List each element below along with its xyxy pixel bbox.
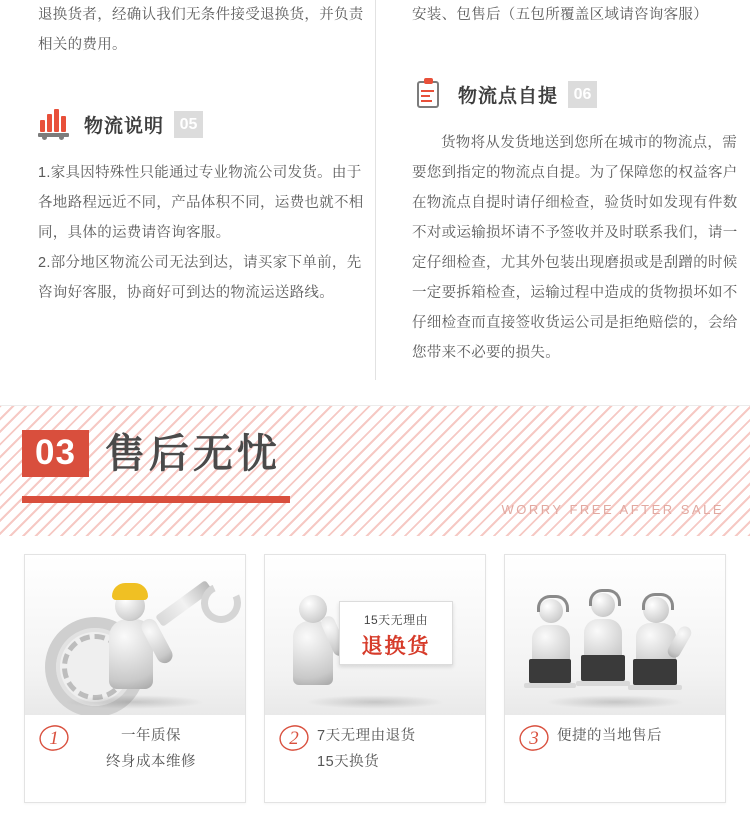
card-2-line-2: 15天换货 <box>317 754 380 770</box>
pickup-heading-number: 06 <box>568 81 597 108</box>
hard-hat-icon <box>112 583 148 600</box>
after-sale-banner <box>0 405 750 536</box>
sign-main-text: 退换货 <box>361 635 431 658</box>
after-sale-card-1 <box>24 554 246 803</box>
card-2-footer <box>265 715 485 775</box>
banner-heading <box>22 430 281 477</box>
banner-title: 售后无忧 <box>104 431 281 476</box>
logistics-heading-number: 05 <box>174 111 203 138</box>
after-sale-card-3 <box>504 554 726 803</box>
left-lead-text: 退换货者，经确认我们无条件接受退换货，并负责相关的费用。 <box>38 7 364 53</box>
headset-icon-1 <box>537 595 569 612</box>
card-3-line-1: 便捷的当地售后 <box>557 728 662 744</box>
card-3-footer <box>505 715 725 749</box>
card-1-figure <box>25 555 245 715</box>
card-3-figure <box>505 555 725 715</box>
card-2-line-1: 7天无理由退货 <box>317 728 416 744</box>
card-2-number <box>277 721 311 755</box>
svg-text:1: 1 <box>49 728 59 749</box>
logistics-column-right <box>412 0 748 368</box>
logistics-heading-label: 物流说明 <box>84 115 165 137</box>
logistics-heading-05 <box>38 104 374 144</box>
card-1-line-1: 一年质保 <box>121 728 181 744</box>
svg-text:3: 3 <box>529 728 539 749</box>
logistics-paragraph-2: 2.部分地区物流公司无法到达，请买家下单前，先咨询好客服，协商好可到达的物流运送路线。 <box>38 255 362 301</box>
sign-top-text: 15天无理由 <box>363 613 429 627</box>
banner-subtitle: WORRY FREE AFTER SALE <box>501 502 724 517</box>
laptop-icon-1 <box>529 659 571 683</box>
laptop-icon-2 <box>581 655 625 681</box>
after-sale-card-2 <box>264 554 486 803</box>
after-sale-cards <box>0 536 750 816</box>
logistics-column-left <box>38 0 374 308</box>
card-1-number <box>37 721 71 755</box>
svg-text:2: 2 <box>289 728 299 749</box>
pickup-heading-06 <box>412 74 748 114</box>
pickup-heading-label: 物流点自提 <box>458 85 559 107</box>
card-2-figure <box>265 555 485 715</box>
column-divider <box>375 0 376 380</box>
clipboard-icon <box>412 78 446 110</box>
laptop-icon-3 <box>633 659 677 685</box>
card-1-footer <box>25 715 245 775</box>
headset-icon-2 <box>589 589 621 606</box>
banner-number: 03 <box>22 430 89 477</box>
pickup-paragraph-1: 货物将从发货地送到您所在城市的物流点，需要您到指定的物流点自提。为了保障您的权益客户在物流点自提时请仔细检查，验货时如发现有件数不对或运输损坏请不予签收并及时联系我们，请一定仔细检查，尤其外包装出现磨损或是刮蹭的时候一定要拆箱检查，运输过程中造成的货物损坏如不仔细检查而直接签收货运公司是拒绝赔偿的，会给您带来不必要的损失。 <box>412 135 738 361</box>
card-3-number <box>517 721 551 755</box>
headset-icon-3 <box>642 593 674 610</box>
right-lead-text: 安装、包售后（五包所覆盖区域请咨询客服） <box>412 7 708 23</box>
logistics-section <box>0 0 750 405</box>
logistics-paragraph-1: 1.家具因特殊性只能通过专业物流公司发货。由于各地路程远近不同，产品体积不同，运费也就不相同，具体的运费请咨询客服。 <box>38 165 364 241</box>
return-policy-sign <box>339 601 453 665</box>
card-1-line-2: 终身成本维修 <box>106 754 196 770</box>
truck-icon <box>38 108 72 140</box>
banner-underline <box>22 496 290 503</box>
